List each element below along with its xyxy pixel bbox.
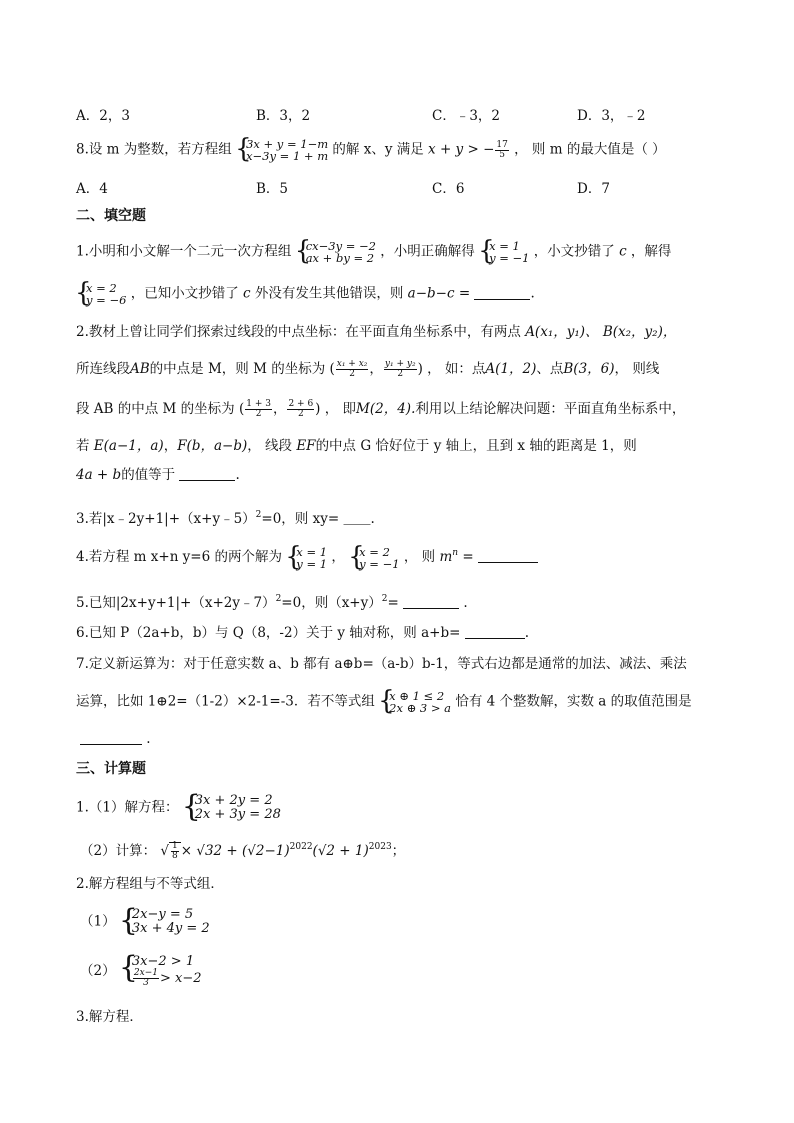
text: 6.已知 P（2a+b，b）与 Q（8，-2）关于 y 轴对称，则 a+b= bbox=[76, 625, 461, 641]
sys-row: 2x + 3y = 28 bbox=[194, 807, 281, 822]
fill-q2-line2: 所连线段AB的中点是 M，则 M 的坐标为 ( $\frac{\text{x₁ + x₂}}{2}$ ， $\frac{\text{y₁ + y₂}}{2}$ ) ， 如：点A(1，2)、点B(3，6)， 则线 bbox=[76, 359, 660, 379]
calc-q1b: （2）计算： √ $\frac{1}{8}$ × $√32 + (√2-1)^{2022}(√2 + 1)^{2023}$； bbox=[80, 841, 406, 861]
sys-row: > x−2 bbox=[159, 971, 202, 986]
option-c: C．﹣3，2 bbox=[432, 108, 501, 124]
calc-q2a bbox=[80, 908, 210, 936]
num: 1 bbox=[172, 841, 178, 851]
fill-q2-line1 bbox=[76, 323, 676, 341]
text: 1.（1）解方程： bbox=[76, 799, 179, 816]
fill-q7-line3 bbox=[80, 730, 151, 748]
q8-sys-1: { 3x + y = 1−m bbox=[246, 137, 329, 151]
answer-blank[interactable] bbox=[478, 548, 538, 563]
fill-q2-line5 bbox=[76, 466, 240, 484]
text: 若 bbox=[76, 438, 90, 454]
point: A(1，2) bbox=[485, 361, 537, 377]
calc-q1 bbox=[76, 794, 281, 822]
text: 、点 bbox=[536, 361, 564, 377]
text: 利用以上结论解决问题：平面直角坐标系中， bbox=[415, 401, 686, 417]
text: . bbox=[524, 625, 529, 641]
sys-row: { x = 2 bbox=[86, 281, 117, 295]
expr: 4a + b bbox=[76, 467, 122, 483]
text: ； bbox=[391, 843, 406, 859]
den: 2 bbox=[297, 409, 304, 419]
q8-frac-den: 5 bbox=[499, 149, 505, 160]
text: 1.小明和小文解一个二元一次方程组 bbox=[76, 243, 292, 260]
point-m: M(2，4). bbox=[356, 401, 416, 417]
den: 2 bbox=[255, 409, 262, 419]
den: 3 bbox=[143, 978, 149, 988]
option-d: D．3，﹣2 bbox=[577, 108, 646, 124]
fill-q1-sys-b bbox=[479, 240, 529, 264]
q8-middle: 的解 x、y 满足 bbox=[332, 141, 424, 158]
fill-q4-sys-2 bbox=[349, 546, 399, 570]
sys-row: y = −6 bbox=[86, 293, 127, 307]
q8-prefix: 8.设 m 为整数，若方程组 bbox=[76, 141, 232, 158]
q8-option-a: A．4 bbox=[76, 181, 108, 197]
point-e: E(a−1，a) bbox=[93, 438, 164, 454]
sys-row: ax + by = 2 bbox=[305, 251, 375, 265]
expr: m bbox=[439, 549, 453, 565]
fill-q5 bbox=[76, 590, 468, 612]
calc-q2b bbox=[80, 955, 202, 988]
point-a: A(x₁，y₁)、 bbox=[525, 324, 599, 340]
text: 恰有 4 个整数解，实数 a 的取值范围是 bbox=[455, 693, 692, 710]
frac bbox=[287, 400, 314, 419]
point: B(3，6) bbox=[563, 361, 615, 377]
calc-q2b-sys bbox=[120, 955, 202, 988]
num: 2x−1 bbox=[133, 968, 158, 978]
point-b: B(x₂，y₂)， bbox=[602, 324, 677, 340]
fill-q6 bbox=[76, 624, 529, 642]
point-f: F(b，a−b) bbox=[177, 438, 248, 454]
fill-q1-line1 bbox=[76, 240, 671, 264]
sys-row: { cx−3y = −2 bbox=[305, 239, 376, 253]
text: 2.教材上曾让同学们探索过线段的中点坐标：在平面直角坐标系中，有两点 bbox=[76, 324, 521, 340]
exponent: 2 bbox=[255, 510, 262, 520]
sys-row: y = −1 bbox=[359, 556, 400, 571]
expr: (√2 + 1) bbox=[312, 843, 369, 859]
text: 的值等于 bbox=[121, 467, 176, 483]
sys-row: { x = 1 bbox=[489, 239, 520, 253]
sys-row: 2x ⊕ 3 > a bbox=[389, 701, 452, 715]
q8-option-b: B．5 bbox=[256, 181, 289, 197]
text: . bbox=[146, 731, 151, 747]
text: . bbox=[235, 467, 240, 483]
exponent: 2022 bbox=[289, 842, 313, 852]
text: =0，则 xy= bbox=[261, 511, 340, 527]
text: ， 线段 bbox=[247, 438, 293, 454]
text: 的中点 G 恰好位于 y 轴上，且到 x 轴的距离是 1，则 bbox=[315, 438, 637, 454]
text: （2） bbox=[80, 963, 116, 979]
fill-q7-line1 bbox=[76, 655, 687, 673]
frac bbox=[384, 360, 417, 379]
text: =0，则（x+y） bbox=[281, 595, 382, 611]
den: 2 bbox=[349, 369, 355, 379]
text: 5.已知|2x+y+1|+（x+2y﹣7） bbox=[76, 595, 276, 611]
segment-ab: AB bbox=[130, 361, 150, 377]
section-2-title: 二、填空题 bbox=[76, 208, 146, 224]
text: 所连线段 bbox=[76, 361, 130, 377]
calc-q2a-sys bbox=[120, 908, 210, 936]
text: . bbox=[463, 595, 468, 611]
answer-blank[interactable] bbox=[179, 466, 235, 481]
den: 2 bbox=[397, 369, 404, 379]
text: ， 则线 bbox=[614, 361, 660, 377]
q8-suffix: ， 则 m 的最大值是（ ） bbox=[514, 141, 666, 158]
text: 的中点是 M，则 M 的坐标为 bbox=[149, 361, 326, 377]
q8-frac-num: 17 bbox=[496, 139, 508, 150]
sys-row: { x = 1 bbox=[296, 544, 328, 559]
text: ， 则 bbox=[403, 549, 436, 565]
expr: × √32 + (√2−1) bbox=[180, 843, 290, 859]
text: ， bbox=[163, 438, 178, 454]
answer-blank[interactable] bbox=[80, 730, 142, 745]
sys-row: y = −1 bbox=[489, 251, 530, 265]
text: ，解得 bbox=[630, 243, 672, 260]
exponent: 2 bbox=[275, 594, 282, 604]
answer-blank[interactable]: ＿＿ bbox=[343, 511, 371, 527]
calc-q1-sys bbox=[183, 794, 281, 822]
var-c: c bbox=[243, 285, 251, 302]
section-3-title: 三、计算题 bbox=[76, 761, 146, 777]
expr: a−b−c = bbox=[407, 285, 471, 302]
text: ， 如：点 bbox=[427, 361, 486, 377]
answer-blank[interactable] bbox=[403, 594, 459, 609]
q8-sys-2: x−3y = 1 + m bbox=[246, 149, 329, 163]
sys-row: y = 1 bbox=[296, 556, 328, 571]
q8-system bbox=[236, 138, 328, 162]
num: 1 + 3 bbox=[246, 399, 271, 409]
num: x₁ + x₂ bbox=[336, 359, 368, 369]
q8-option-c: C．6 bbox=[432, 181, 465, 197]
den: 8 bbox=[172, 851, 178, 861]
text: （1） bbox=[80, 913, 116, 930]
fill-q1-sys-c bbox=[76, 282, 126, 306]
sys-row: 3x + 4y = 2 bbox=[131, 921, 210, 936]
q8-option-d: D．7 bbox=[577, 181, 610, 197]
text: ，小明正确解得 bbox=[380, 243, 475, 260]
text: . bbox=[530, 285, 535, 302]
text: = bbox=[387, 595, 399, 611]
fill-q3 bbox=[76, 506, 375, 528]
text: ，已知小文抄错了 bbox=[130, 285, 239, 302]
fill-q4 bbox=[76, 544, 538, 570]
sys-row: { 3x−2 > 1 bbox=[131, 954, 195, 969]
calc-q3-title: 3.解方程． bbox=[76, 1009, 143, 1025]
text: 段 AB 的中点 M 的坐标为 bbox=[76, 401, 235, 417]
text: 运算，比如 1⊕2=（1-2）×2-1=-3．若不等式组 bbox=[76, 693, 375, 710]
fill-q1-line2 bbox=[76, 282, 535, 306]
segment-ef: EF bbox=[296, 438, 316, 454]
frac bbox=[336, 360, 369, 379]
text: ，小文抄错了 bbox=[533, 243, 615, 260]
sys-row: { 3x + 2y = 2 bbox=[194, 793, 273, 808]
q8-ineq: x + y > − bbox=[428, 141, 495, 158]
q8-frac bbox=[495, 141, 508, 160]
fill-q2-line4 bbox=[76, 437, 637, 455]
text: 3.若|x﹣2y+1|+（x+y﹣5） bbox=[76, 511, 256, 527]
text: ， 即 bbox=[324, 401, 357, 417]
question-8 bbox=[76, 138, 666, 162]
exponent: 2023 bbox=[368, 842, 392, 852]
var-c: c bbox=[619, 243, 627, 260]
answer-blank[interactable] bbox=[474, 285, 530, 300]
text: 外没有发生其他错误，则 bbox=[254, 285, 404, 302]
frac bbox=[133, 969, 159, 988]
fill-q1-sys-a bbox=[296, 240, 376, 264]
text: （2）计算： bbox=[80, 843, 157, 859]
fill-q7-line2 bbox=[76, 690, 692, 714]
text: = bbox=[462, 549, 474, 565]
exponent: 2 bbox=[381, 594, 388, 604]
text: ， bbox=[331, 549, 345, 565]
text: 7.定义新运算为：对于任意实数 a、b 都有 a⊕b=（a-b）b-1，等式右边都是通常的加法、减法、乘法 bbox=[76, 656, 687, 672]
text: . bbox=[370, 511, 375, 527]
fill-q7-sys bbox=[379, 690, 451, 714]
num: 2 + 6 bbox=[288, 399, 314, 409]
sys-row: { 2x−y = 5 bbox=[131, 907, 194, 922]
fill-q4-sys-1 bbox=[286, 546, 327, 570]
fill-q2-line3: 段 AB 的中点 M 的坐标为 ( $\frac{1 + 3}{2}$ ， $\frac{2 + 6}{2}$ ) ， 即M(2，4).利用以上结论解决问题：平面直角坐标系中， bbox=[76, 399, 686, 419]
option-b: B．3，2 bbox=[256, 108, 311, 124]
exponent: n bbox=[452, 548, 459, 558]
option-a: A．2，3 bbox=[76, 108, 130, 124]
sys-row: { x ⊕ 1 ≤ 2 bbox=[389, 689, 445, 703]
frac bbox=[245, 400, 272, 419]
answer-blank[interactable] bbox=[465, 624, 525, 639]
sys-row: { x = 2 bbox=[359, 544, 390, 559]
text: 4.若方程 m x+n y=6 的两个解为 bbox=[76, 549, 282, 565]
calc-q2-title: 2.解方程组与不等式组． bbox=[76, 876, 224, 892]
frac bbox=[171, 842, 179, 861]
num: y₁ + y₂ bbox=[384, 359, 416, 369]
